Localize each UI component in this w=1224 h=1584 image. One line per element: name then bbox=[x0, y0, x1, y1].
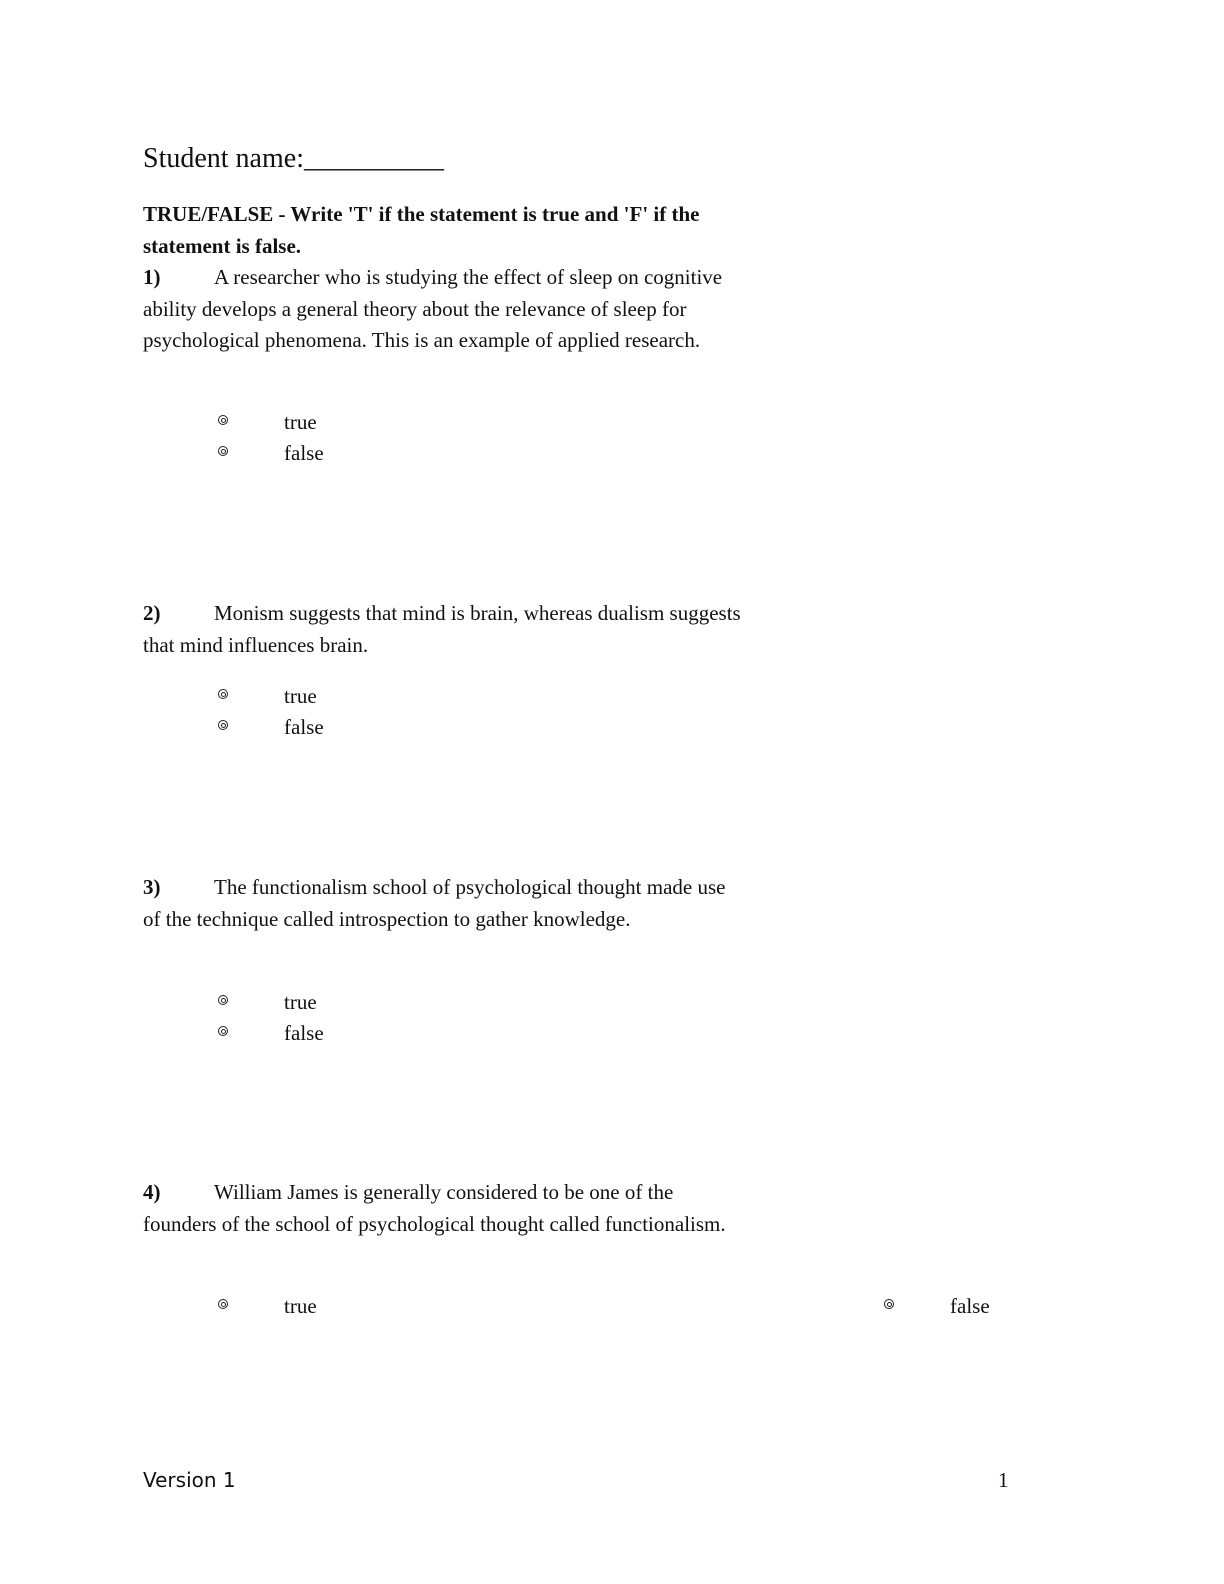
question-number: 2) bbox=[143, 601, 161, 625]
radio-button-icon[interactable] bbox=[218, 415, 228, 425]
question-text: The functionalism school of psychological thought made use of the technique called introspection to gather knowledge. bbox=[143, 875, 726, 931]
question-number: 1) bbox=[143, 265, 161, 289]
question-text: Monism suggests that mind is brain, whereas dualism suggests that mind influences brain. bbox=[143, 601, 741, 657]
radio-button-icon[interactable] bbox=[218, 689, 228, 699]
option-label: true bbox=[284, 1294, 317, 1318]
radio-button-icon[interactable] bbox=[218, 1299, 228, 1309]
option-label: true bbox=[284, 410, 317, 434]
option-label: true bbox=[284, 684, 317, 708]
question-number: 3) bbox=[143, 875, 161, 899]
option-label: false bbox=[284, 1021, 324, 1045]
footer-version: Version 1 bbox=[143, 1468, 236, 1492]
student-name-field: Student name:__________ bbox=[143, 143, 444, 174]
instructions: TRUE/FALSE - Write 'T' if the statement is true and 'F' if the statement is false. bbox=[143, 202, 700, 258]
question-text: William James is generally considered to be one of the founders of the school of psychological thought called functionalism. bbox=[143, 1180, 726, 1236]
question-number: 4) bbox=[143, 1180, 161, 1204]
question-2 bbox=[143, 598, 743, 661]
radio-button-icon[interactable] bbox=[218, 995, 228, 1005]
page-number: 1 bbox=[998, 1468, 1009, 1492]
option-label: false bbox=[284, 715, 324, 739]
question-text: A researcher who is studying the effect of sleep on cognitive ability develops a general theory about the relevance of sleep for psychological phenomena. This is an example of applied research. bbox=[143, 265, 723, 352]
option-label: false bbox=[950, 1294, 990, 1318]
radio-button-icon[interactable] bbox=[218, 720, 228, 730]
radio-button-icon[interactable] bbox=[218, 1026, 228, 1036]
question-4 bbox=[143, 1177, 743, 1240]
option-label: false bbox=[284, 441, 324, 465]
radio-button-icon[interactable] bbox=[884, 1299, 894, 1309]
radio-button-icon[interactable] bbox=[218, 446, 228, 456]
option-label: true bbox=[284, 990, 317, 1014]
question-3 bbox=[143, 872, 743, 935]
question-1 bbox=[143, 262, 743, 357]
